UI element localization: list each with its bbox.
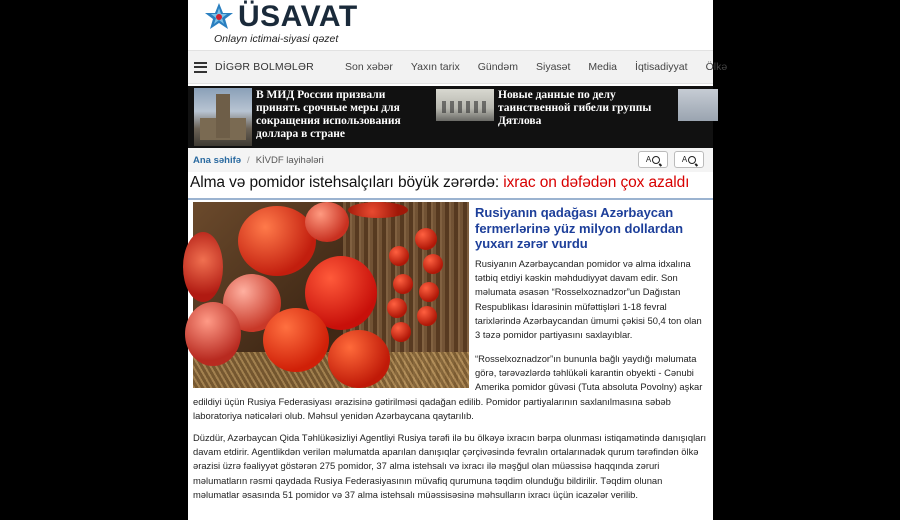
article-subheadline: Rusiyanın qadağası Azərbaycan fermerlərinə yüz milyon dollardan yuxarı zərər vurdu [475, 205, 684, 251]
article-paragraph-1: Rusiyanın Azərbaycandan pomidor və alma idxalına tətbiq etdiyi kəskin məhdudiyyət davam edir. Son məlumata əsasən “Rosselxoznadzor”un Dağıstan Respublikası İdarəsinin müfəttişləri 1-18 fevral tarixlərində Azərbaycandan ümumi çəkisi 50,4 ton olan 3 təzə pomidor partiyasını saxlayıblar. [475, 258, 702, 341]
text-decrease-button[interactable] [638, 151, 668, 168]
nav-link-economy[interactable]: İqtisadiyyat [635, 61, 688, 73]
nav-link-media[interactable]: Media [588, 61, 618, 73]
site-logo-text[interactable]: ÜSAVAT [238, 0, 358, 33]
text-decrease-label: A [645, 155, 652, 164]
headline-main: Alma və pomidor istehsalçıları böyük zərərdə: [190, 174, 504, 191]
text-increase-button[interactable] [674, 151, 704, 168]
main-nav [188, 50, 728, 84]
site-tagline: Onlayn ictimai-siyasi qəzet [214, 33, 339, 45]
news-ticker [188, 86, 713, 148]
sections-menu-button[interactable] [194, 51, 322, 83]
ticker-item-2-thumbnail[interactable] [436, 89, 494, 121]
breadcrumb-home-link[interactable]: Ana səhifə [193, 154, 242, 166]
logo-icon[interactable] [202, 2, 236, 34]
article-paragraph-2-text: “Rosselxoznadzor”ın bununla bağlı yaydığı məlumata görə, tərəvəzlərdə təhlükəli karantin obyekti - Cənubi Amerika pomidor güvəsi (Tuta absoluta Povolny) aşkar edildiyi üçün Rusiya Federasiyası ərazisinə gətirilməsi qadağan edilib. Pomidor partiyalarının saxlanılmasına səbəb laboratoriya nəticələri olub. Məhsul yenidən Azərbaycana qaytarılıb. [193, 353, 703, 421]
page [188, 0, 728, 520]
nav-link-country[interactable]: Ölkə [705, 61, 728, 73]
ticker-item-1-thumbnail[interactable] [194, 88, 252, 146]
zoom-in-icon [688, 156, 696, 164]
headline-divider [188, 198, 713, 200]
ticker-item-1-link[interactable]: В МИД России призвали принять срочные меры для сокращения использования доллара в стране [256, 89, 401, 140]
breadcrumb-separator: / [247, 154, 250, 166]
nav-link-latest[interactable]: Son xəbər [345, 61, 393, 73]
site-header [188, 0, 713, 50]
nav-link-agenda[interactable]: Gündəm [477, 61, 518, 73]
breadcrumb-current[interactable]: KİVDF layihələri [255, 154, 324, 166]
text-increase-label: A [681, 155, 688, 164]
sections-menu-label: DİGƏR BOLMƏLƏR [215, 61, 314, 73]
ticker-item-2-link[interactable]: Новые данные по делу таинственной гибели группы Дятлова [498, 89, 652, 127]
breadcrumb [188, 148, 713, 172]
headline-highlight: ixrac on dəfədən çox azaldı [503, 174, 690, 191]
nav-links [336, 51, 736, 83]
nav-link-politics[interactable]: Siyasət [535, 61, 571, 73]
article-paragraph-2 [193, 352, 709, 423]
hamburger-icon [194, 62, 207, 73]
ticker-item-3-thumbnail[interactable] [678, 89, 718, 121]
article-headline [190, 174, 713, 192]
photo-wrap-spacer [193, 352, 475, 388]
zoom-out-icon [652, 156, 660, 164]
nav-link-recent-history[interactable]: Yaxın tarix [410, 61, 460, 73]
article-paragraph-3: Düzdür, Azərbaycan Qida Təhlükəsizliyi Agentliyi Rusiya tərəfi ilə bu ölkəyə ixracın bərpa olunması istiqamətində danışıqları davam etdirir. Agentlikdən verilən məlumatda aparılan danışıqlar çərçivəsində fevralın ortalarınadək qurum tərəfindən ölkə ərazisi üzrə fəaliyyət göstərən 275 pomidor, 37 alma istehsalı və ixracı ilə məşğul olan müəssisə haqqında zəruri məlumatların rəsmi qaydada Rusiya Federasiyasının müvafiq qurumuna təqdim olunduğu bildirilir. Təqdim olunan məlumatlar əsasında 51 pomidor və 37 alma istehsalı müəssisəsinə məhsulların ixracı üçün icazələr verilib. [193, 432, 707, 500]
